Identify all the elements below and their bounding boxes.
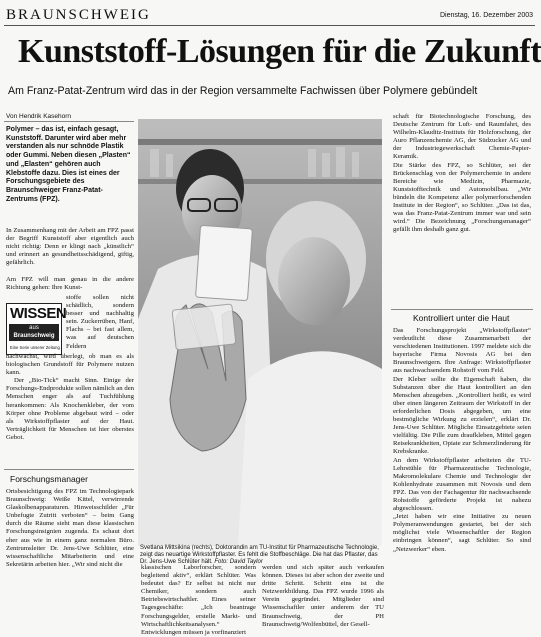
series-box-band-line2: Braunschweig [13,333,55,339]
section-title: BRAUNSCHWEIG [6,7,151,23]
body-paragraph-2-end: nachwächst, wird überlegt, ob man es als biologischen Grundstoff für Polymere nutzen kann. [6,353,134,377]
series-box [6,303,67,355]
body-column-4b: Das Forschungsprojekt „Wirkstoffpflaster“ verdeutlicht diese Zusammenarbeit der verschiedenen Institutionen. 1997 meldete sich die bayerische Firma Novosis AG bei den Braunschweigern. Ihre Anfrage: Wirkstoffpflaster aus nachwachsendem Rohstoff vom Feld. Der Kleber sollte die Eigenschaft haben, die Substanzen über die Haut kontrolliert an den Menschen abzugeben. „Kontrolliert heißt, es wird über einen längeren Zeitraum der Wirkstoff in der erforderlichen Dosis abgegeben, um eine bestmögliche Wirkung zu erzielen“, erklärt Dr. Jens-Uwe Schlüter. Mögliche Einsatzgebiete seien vielfältig. Die Pille zum draufkleben, Mittel gegen Reisekrankheiten, Opiate zur Schmerzlinderung für Krebskranke. An dem Wirkstoffpflaster arbeiteten die TU-Lehrstühle für Pharmazeutische Technologie, Makromolekulare Chemie und Technologie der Kohlenhydrate zusammen mit Novosis und dem FPZ. Das von der Fachagentur für nachwachsende Rohstoffe geförderte Projekt ist nahezu abgeschlossen. „Jetzt haben wir eine Initiative zu neuen Polymeranwendungen gestartet, bei der sich möglichst viele Wissenschaftler der Region einbringen können“, sagt Schlüter. So sind „Netzwerker“ eben. [393,327,531,553]
body-paragraph-3 [6,353,134,442]
series-box-band-line1: aus [29,325,39,331]
subheading-forschungsmanager: Forschungsmanager [10,474,88,484]
divider [4,469,134,470]
body-column-4: schaft für Biotechnologische Forschung, des Deutsche Zentrum für Luft- und Raumfahrt, des Wilhelm-Klauditz-Instituts für Holzforschung, der Auro Pflanzenchemie AG, der Südzucker AG und der Industriegewerkschaft Chemie-Papier-Keramik. Die Stärke des FPZ, so Schlüter, sei der Brückenschlag von der Polymerchemie in andere Bereiche wie Medizin, Pharmazie, Kunststofftechnik und Automobilbau. „Wir bündeln die Kompetenz aller polymerforschenden Institute in der Region“, so Schlüter. „Das ist das, was das Franz-Patat-Zentrum immer war und sein wird.“ Die Bezeichnung „Forschungsmanager“ gefällt ihm deshalb ganz gut. [393,113,531,234]
photo-credit: Foto: David Taylor [214,559,263,566]
series-box-note: Eine Serie unserer Zeitung [10,345,60,350]
body-paragraph-1: In Zusammenhang mit der Arbeit am FPZ passt der Begriff Kunststoff aber eigentlich auch nicht richtig: Denn er klingt nach „künstlich“ und erinnert an gesundheitsschädigend, giftig, gefährlich. [6,227,134,267]
body-paragraph-4: Ortsbesichtigung des FPZ im Technologiepark Braunschweig: Weiße Kittel, verwirrende Glaskolbenapparaturen. Hinweisschilder „Für Unbefugte Zutritt verboten“ – beim Gang durch die Räume sieht man diese klassischen Forschungsinsignien zugenda. Es schaut dort eher aus wie in einem ganz normalen Büro. Zentrumsleiter Dr. Jens-Uwe Schlüter, eine wissenschaftliche Mitarbeiterin und eine Sekretärin arbeiten hier. „Wir sind nicht die [6,488,134,568]
divider [4,121,134,122]
subheading-kontrolliert: Kontrolliert unter die Haut [413,313,510,323]
body-paragraph-3-text: Der „Bio-Tick“ macht Sinn. Einige der Forschungs-Endprodukte sollen nämlich an den Menschen enger als auf Tuchfühlung herankommen: Als Knochenkleber, der vom Körper ohne Probleme abgebaut wird – oder als Wirkstoffpflaster auf der Haut. Verträglichkeit für Menschen ist hier oberstes Gebot. [6,377,134,441]
body-column-2: klassischen Laborforscher, sondern begleitend aktiv“, erklärt Schlüter. Was bedeutet das? Er selbst ist nicht nur Chemiker, sondern auch Betriebswirtschaftler. Eines seiner Tagesgeschäfte: „Ich beantrage Forschungsgelder, erstelle Markt- und Wirtschaftlichkeitsanalysen.“ Entwicklungen müssen ja vorfinanziert [141,564,256,636]
masthead [4,4,535,26]
body-paragraph-2: Am FPZ will man genau in die andere Richtung gehen: Ihre Kunst- [6,276,134,292]
series-box-title: WISSEN [10,305,67,322]
article-photo [138,119,382,546]
divider [391,309,533,310]
issue-date: Dienstag, 16. Dezember 2003 [440,12,533,19]
caption-text: Svetlana Mittsikina (rechts), Doktorandin am TU-Institut für Pharmazeutische Technologie, zeigt das neuartige Wirkstoffpflaster. Es fehlt die Stoffbeschläge. Die hat das Pflaster, das Dr. Jens-Uwe Schlüter hält. [140,545,379,566]
photo-illustration [138,119,382,546]
body-column-3: werden und sich später auch verkaufen können. Dieses ist aber schon der zweite und dritte Schritt. Schritt eins ist die Netzwerkbildung. Das FPZ wurde 1996 als Verein gegründet. Mitglieder sind Wissenschaftler unter anderem der TU Braunschweig, der PH Braunschweig/Wolfenbüttel, der Gesell- [262,564,384,628]
series-box-band [9,324,59,341]
subheadline: Am Franz-Patat-Zentrum wird das in der Region versammelte Fachwissen über Polymere gebündelt [8,85,478,97]
body-paragraph-2-wrap: stoffe sollen nicht schädlich, sondern besser und nachhaltig sein. Zuckerrüben, Hanf, Flachs – bei fast allem, was auf deutschen Feldern [66,294,134,350]
headline: Kunststoff-Lösungen für die Zukunft [18,33,541,70]
lead-paragraph: Polymer – das ist, einfach gesagt, Kunststoff. Darunter wird aber mehr verstanden als nur schnöde Plastik oder Gummi. Neben diesen „Plasten“ und „Elasten“ gehören auch Klebstoffe dazu. Dies ist eines der Forschungsgebiete des Braunschweiger Franz-Patat-Zentrums (FPZ). [6,126,131,203]
byline: Von Hendrik Kasehorn [6,113,72,120]
